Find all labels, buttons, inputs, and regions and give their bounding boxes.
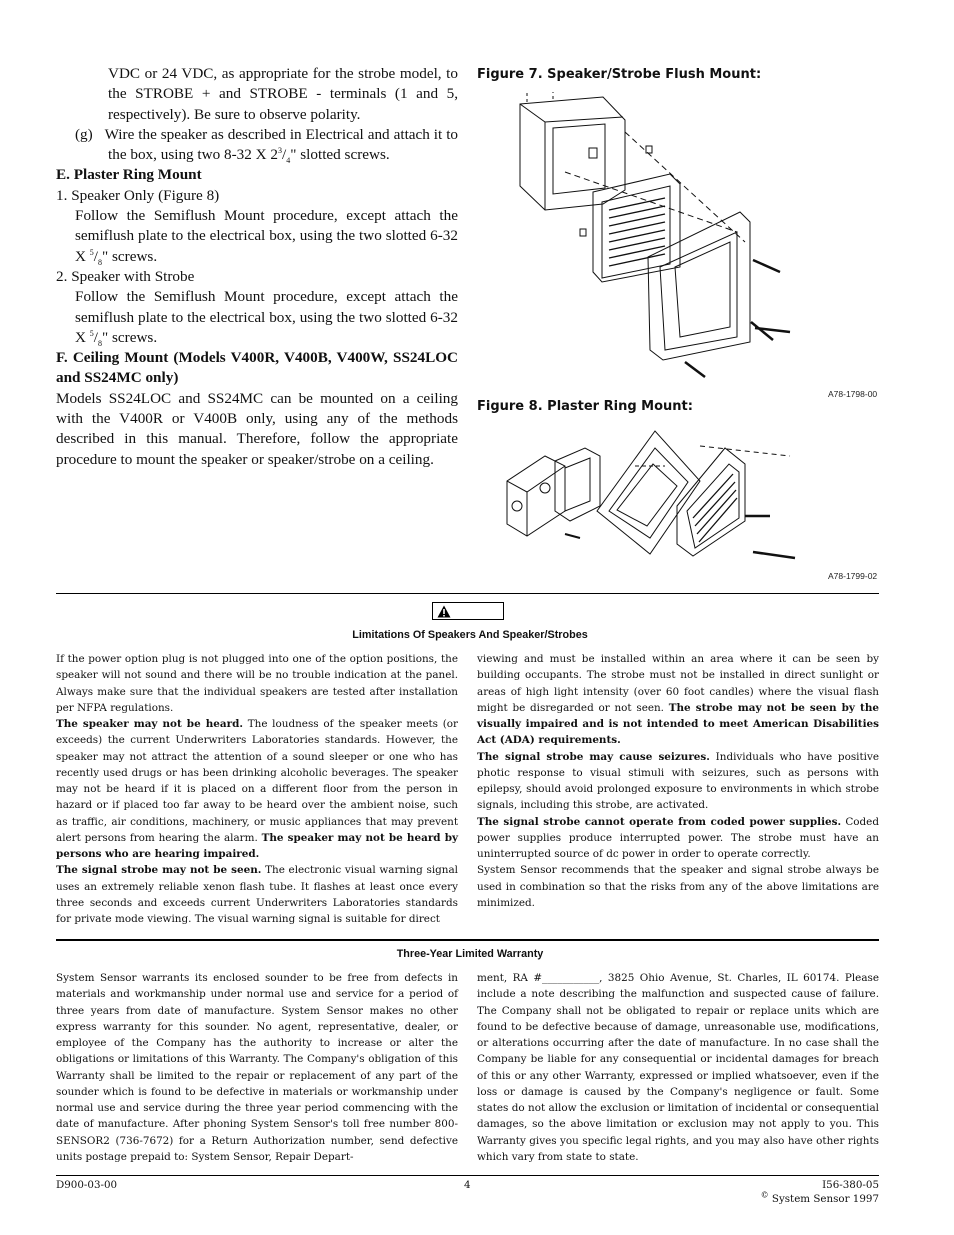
copyright-text: System Sensor 1997 xyxy=(771,1193,879,1205)
item2-text: Follow the Semiflush Mount procedure, except attach the semiflush plate to the electrical box, using the two slotted 6-32 X xyxy=(75,288,458,346)
step-g-label: (g) xyxy=(75,125,93,143)
divider-rule xyxy=(56,939,879,941)
warning-label-box xyxy=(432,602,504,620)
fraction-den: 8 xyxy=(98,338,102,348)
warning-triangle-icon xyxy=(437,605,451,618)
strobe-viewing-paragraph xyxy=(477,651,879,749)
warning-left-column xyxy=(56,651,458,927)
item-speaker-only-text: Follow the Semiflush Mount procedure, except attach the semiflush plate to the electrical box, using the two slotted 6-32 X $^5/_8$" screws. xyxy=(75,207,458,267)
bold-lead: The speaker may not be heard. xyxy=(56,718,243,730)
item2-tail: " screws. xyxy=(102,328,158,346)
paragraph-ceiling-mount: Models SS24LOC and SS24MC can be mounted on a ceiling with the V400R or V400B only, using any of the methods described in this manual. Therefore, follow the appropriate procedure to mount the speaker or speaker/strobe on a ceiling. xyxy=(56,389,458,468)
footer-rule xyxy=(56,1175,879,1176)
fraction-num: 5 xyxy=(89,328,94,338)
footer-doc-left: D900-03-00 xyxy=(56,1179,118,1191)
figure-7-id: A78-1798-00 xyxy=(828,389,878,399)
item-speaker-strobe: 2. Speaker with Strobe xyxy=(56,267,195,285)
body-text: Individuals who have positive photic response to visual stimuli with seizures, such as persons with epilepsy, should avoid prolonged exposure to environments in which strobe signals, including this strobe, are activated. xyxy=(477,750,879,812)
recommendation-paragraph: System Sensor recommends that the speaker and signal strobe always be used in combination so that the risks from any of the above limitations are minimized. xyxy=(477,864,879,909)
coded-power-paragraph xyxy=(477,814,879,863)
step-g: (g) Wire the speaker as described in Electrical and attach it to the box, using two 8-32 X $2^3/_4$" slotted screws. xyxy=(75,125,459,166)
item1-tail: " screws. xyxy=(102,247,158,265)
fraction-den: 8 xyxy=(98,257,102,267)
item-speaker-strobe-text: Follow the Semiflush Mount procedure, except attach the semiflush plate to the electrical box, using the two slotted 6-32 X $^5/_8$" screws. xyxy=(75,288,458,348)
power-option-paragraph: If the power option plug is not plugged into one of the option positions, the speaker will not sound and there will be no trouble indication at the panel. Always make sure that the individual speakers are tested after installation per NFPA regulations. xyxy=(56,653,458,714)
heading-ceiling-mount: F. Ceiling Mount (Models V400R, V400B, V400W, SS24LOC and SS24MC only) xyxy=(56,349,458,387)
warning-title: Limitations Of Speakers And Speaker/Strobes xyxy=(352,629,588,641)
warranty-right-column xyxy=(477,970,879,1165)
divider-rule xyxy=(56,593,879,594)
fraction-num: 5 xyxy=(89,247,94,257)
footer-copyright xyxy=(760,1190,879,1205)
figure-7-drawing xyxy=(505,92,805,387)
warranty-left-column xyxy=(56,970,458,1165)
bold-tail: The strobe may not be seen by the visually impaired and is not intended to meet American Disabilities Act (ADA) requirements. xyxy=(477,701,879,747)
bold-tail: The speaker may not be heard by persons who are hearing impaired. xyxy=(56,831,459,860)
copyright-symbol: © xyxy=(760,1190,769,1200)
figure-7-title: Figure 7. Speaker/Strobe Flush Mount: xyxy=(477,67,762,82)
fraction-den: 4 xyxy=(286,156,291,166)
figure-8-drawing xyxy=(505,426,805,568)
body-text: viewing and must be installed within an area where it can be seen by building occupants. The strobe must not be installed in direct sunlight or areas of high light intensity (over 60 foot candles) where the visual flash might be disregarded or not seen. xyxy=(477,653,879,714)
installation-text xyxy=(56,64,458,470)
footer-doc-right: I56-380-05 xyxy=(822,1179,879,1191)
seizures-paragraph xyxy=(477,749,879,814)
strobe-seen-paragraph xyxy=(56,862,458,927)
warranty-right-text: ment, RA #___________, 3825 Ohio Avenue, St. Charles, IL 60174. Please include a note describing the malfunction and suspected cause of failure. The Company shall not be obligated to repair or replace units which are found to be defective because of damage, unreasonable use, modifications, or alterations occurring after the date of manufacture. In no case shall the Company be liable for any consequential or incidental damages for breach of this or any other Warranty, expressed or implied whatsoever, even if the loss or damage is caused by the Company's negligence or fault. Some states do not allow the exclusion or limitation of incidental or consequential damages, so the above limitation or exclusion may not apply to you. This Warranty gives you specific legal rights, and you may also have other rights which vary from state to state. xyxy=(477,972,879,1163)
body-text: The loudness of the speaker meets (or exceeds) the current Underwriters Laboratories standards. However, the speaker may not attract the attention of a sound sleeper or one who has recently used drugs or has been drinking alcoholic beverages. The speaker may not be heard if it is placed on a different floor from the person in hazard or if placed too far away to be heard over the ambient noise, such as traffic, air conditions, machinery, or music appliances that may prevent alert persons from hearing the alarm. xyxy=(56,718,458,844)
heading-plaster-ring: E. Plaster Ring Mount xyxy=(56,166,202,184)
item-speaker-only: 1. Speaker Only (Figure 8) xyxy=(56,186,220,204)
body-text: Coded power supplies produce interrupted power. The strobe must have an uninterrupted source of dc power in order to operate correctly. xyxy=(477,815,879,860)
item1-text: Follow the Semiflush Mount procedure, except attach the semiflush plate to the electrical box, using the two slotted 6-32 X xyxy=(75,207,458,265)
warranty-left-text: System Sensor warrants its enclosed sounder to be free from defects in materials and workmanship under normal use and service for a period of three years from date of manufacture. System Sensor makes no other express warranty for this sounder. No agent, representative, dealer, or employee of the Company has the authority to increase or alter the obligations or limitations of this Warranty. The Company's obligation of this Warranty shall be limited to the repair or replacement of any part of the sounder which is found to be defective in materials or workmanship under normal use and service during the three year period commencing with the date of manufacture. After phoning System Sensor's toll free number 800-SENSOR2 (736-7672) for a Return Authorization number, send defective units postage prepaid to: System Sensor, Repair Depart- xyxy=(56,972,458,1163)
body-text: The electronic visual warning signal uses an extremely reliable xenon flash tube. It flashes at least once every three seconds and exceeds current Underwriters Laboratories standards for private mode viewing. The visual warning signal is suitable for direct xyxy=(56,864,458,925)
figure-8-id: A78-1799-02 xyxy=(828,571,878,581)
fraction-num: 3 xyxy=(278,146,283,156)
paragraph-strobe-wiring: VDC or 24 VDC, as appropriate for the strobe model, to the STROBE + and STROBE - terminals (1 and 5, respectively). Be sure to observe polarity. xyxy=(108,65,458,123)
figure-8-title: Figure 8. Plaster Ring Mount: xyxy=(477,399,693,414)
bold-lead: The signal strobe may not be seen. xyxy=(56,864,262,877)
page-number: 4 xyxy=(464,1179,471,1191)
warranty-title: Three-Year Limited Warranty xyxy=(396,948,544,960)
step-g-tail: " slotted screws. xyxy=(290,146,390,164)
bold-lead: The signal strobe cannot operate from coded power supplies. xyxy=(477,815,842,828)
speaker-heard-paragraph xyxy=(56,716,458,862)
bold-lead: The signal strobe may cause seizures. xyxy=(477,750,710,763)
step-g-text: Wire the speaker as described in Electrical and attach it to the box, using two 8-32 X 2 xyxy=(104,125,459,164)
warning-right-column xyxy=(477,651,879,911)
